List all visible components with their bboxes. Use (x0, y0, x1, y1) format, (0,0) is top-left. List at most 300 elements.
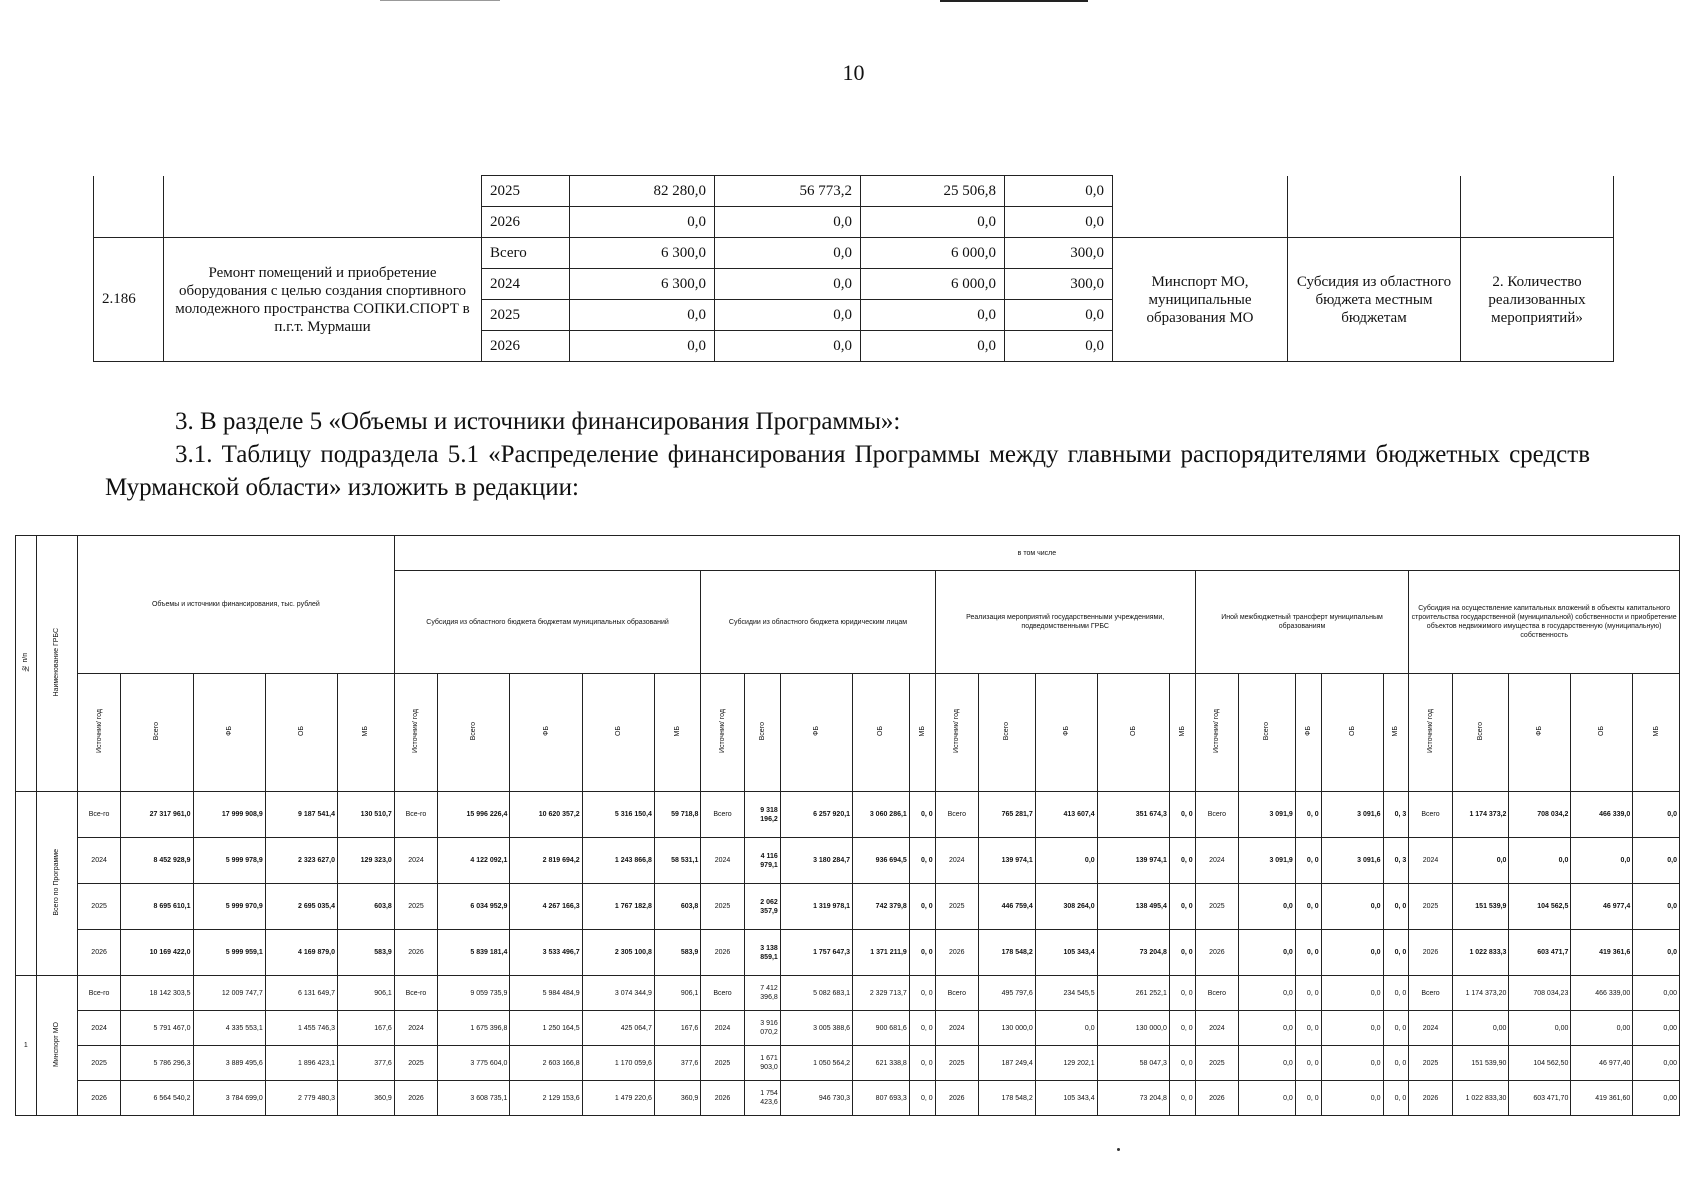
value-cell: 1 050 564,2 (780, 1046, 852, 1081)
value-cell: 58 531,1 (654, 838, 700, 884)
value-cell: 0, 0 (1383, 930, 1409, 976)
year-cell: 2025 (935, 1046, 978, 1081)
value-cell: 0, 0 (1169, 1011, 1195, 1046)
sub-header-year (1195, 674, 1238, 792)
year-cell: Всего (935, 792, 978, 838)
value-cell: 1 319 978,1 (780, 884, 852, 930)
value-cell: 900 681,6 (853, 1011, 910, 1046)
year-cell: 2024 (935, 1011, 978, 1046)
mechanism: Субсидия из областного бюджета местным бюджетам (1288, 238, 1461, 362)
year-cell: 2025 (482, 176, 570, 207)
value-cell: 0, 0 (909, 1081, 935, 1116)
section-name-label: Всего по Программе (53, 848, 61, 916)
value-cell: 0, 3 (1383, 838, 1409, 884)
value-cell: 3 916 070,2 (744, 1011, 780, 1046)
value-cell: 9 318 196,2 (744, 792, 780, 838)
value-cell: 5 999 970,9 (193, 884, 265, 930)
year-cell: Всего (1195, 792, 1238, 838)
value-cell: 1 479 220,6 (582, 1081, 654, 1116)
total-cell: 0,0 (570, 300, 715, 331)
table-row (16, 838, 1680, 884)
value-cell: 1 243 866,8 (582, 838, 654, 884)
value-cell: 1 767 182,8 (582, 884, 654, 930)
value-cell: 2 779 480,3 (265, 1081, 337, 1116)
value-cell: 0, 0 (1383, 1046, 1409, 1081)
sub-header-label: Всего (470, 721, 478, 741)
value-cell: 0,0 (1321, 884, 1383, 930)
ob-cell: 0,0 (861, 300, 1005, 331)
value-cell: 0,00 (1633, 1011, 1680, 1046)
sub-header-ob (265, 674, 337, 792)
value-cell: 0,0 (1239, 884, 1296, 930)
section-name (36, 792, 77, 976)
scan-speck (1117, 1148, 1120, 1151)
mb-cell: 0,0 (1005, 176, 1113, 207)
year-cell: Всего (701, 792, 744, 838)
value-cell: 5 791 467,0 (121, 1011, 193, 1046)
sub-header-fb (1509, 674, 1571, 792)
sub-header-year (394, 674, 437, 792)
value-cell: 15 996 226,4 (438, 792, 510, 838)
value-cell: 0, 0 (909, 1011, 935, 1046)
value-cell: 0,00 (1633, 1081, 1680, 1116)
year-cell: 2026 (77, 930, 120, 976)
sub-header-label: МБ (1392, 725, 1400, 737)
year-cell: Всего (1409, 792, 1452, 838)
col-number-header (16, 536, 37, 792)
value-cell: 0, 0 (1383, 1011, 1409, 1046)
value-cell: 3 074 344,9 (582, 976, 654, 1011)
year-cell: 2024 (482, 269, 570, 300)
value-cell: 3 091,6 (1321, 838, 1383, 884)
value-cell: 105 343,4 (1035, 1081, 1097, 1116)
value-cell: 946 730,3 (780, 1081, 852, 1116)
value-cell: 446 759,4 (978, 884, 1035, 930)
value-cell: 0, 0 (1383, 884, 1409, 930)
sub-header-mb (1169, 674, 1195, 792)
sub-header-fb (1035, 674, 1097, 792)
value-cell: 0, 0 (1383, 976, 1409, 1011)
sub-header-label: ФБ (225, 726, 233, 736)
table-row (16, 1081, 1680, 1116)
sub-header-label: ОБ (1598, 725, 1606, 737)
value-cell: 2 819 694,2 (510, 838, 582, 884)
value-cell: 3 533 496,7 (510, 930, 582, 976)
value-cell: 3 784 699,0 (193, 1081, 265, 1116)
value-cell: 5 999 978,9 (193, 838, 265, 884)
value-cell: 17 999 908,9 (193, 792, 265, 838)
value-cell: 0,0 (1239, 1011, 1296, 1046)
value-cell: 130 000,0 (978, 1011, 1035, 1046)
table-row (16, 1046, 1680, 1081)
year-cell: 2026 (935, 930, 978, 976)
value-cell: 167,6 (338, 1011, 395, 1046)
sub-header-label: Всего (1263, 721, 1271, 741)
fb-cell: 0,0 (715, 238, 861, 269)
value-cell: 139 974,1 (1097, 838, 1169, 884)
sub-header-year (77, 674, 120, 792)
year-cell: 2024 (394, 838, 437, 884)
value-cell: 1 455 746,3 (265, 1011, 337, 1046)
mb-cell: 300,0 (1005, 269, 1113, 300)
value-cell: 0, 0 (1169, 1046, 1195, 1081)
value-cell: 8 695 610,1 (121, 884, 193, 930)
value-cell: 12 009 747,7 (193, 976, 265, 1011)
sub-header-label: Источник/ год (719, 709, 727, 753)
value-cell: 0, 0 (909, 838, 935, 884)
value-cell: 2 062 357,9 (744, 884, 780, 930)
value-cell: 419 361,6 (1571, 930, 1633, 976)
value-cell: 104 562,50 (1509, 1046, 1571, 1081)
sub-header-mb (1383, 674, 1409, 792)
including-header: в том числе (394, 536, 1679, 571)
value-cell: 0,0 (1239, 1046, 1296, 1081)
value-cell: 603,8 (654, 884, 700, 930)
value-cell: 1 174 373,2 (1452, 792, 1509, 838)
value-cell: 1 671 903,0 (744, 1046, 780, 1081)
section-number (16, 792, 37, 976)
value-cell: 27 317 961,0 (121, 792, 193, 838)
value-cell: 0, 0 (909, 1046, 935, 1081)
value-cell: 419 361,60 (1571, 1081, 1633, 1116)
value-cell: 1 022 833,30 (1452, 1081, 1509, 1116)
value-cell: 0, 0 (1169, 1081, 1195, 1116)
year-cell: 2026 (1409, 1081, 1452, 1116)
value-cell: 351 674,3 (1097, 792, 1169, 838)
sub-header-label: ФБ (542, 726, 550, 736)
value-cell: 708 034,2 (1509, 792, 1571, 838)
value-cell: 377,6 (654, 1046, 700, 1081)
value-cell: 0,0 (1571, 838, 1633, 884)
value-cell: 906,1 (338, 976, 395, 1011)
sub-header-year (701, 674, 744, 792)
executor-cell (1113, 176, 1288, 238)
value-cell: 0, 0 (909, 976, 935, 1011)
value-cell: 0, 0 (1295, 792, 1321, 838)
value-cell: 0,0 (1239, 976, 1296, 1011)
mb-cell: 0,0 (1005, 300, 1113, 331)
group-header-1: Субсидия из областного бюджета бюджетам муниципальных образований (394, 571, 701, 674)
value-cell: 4 116 979,1 (744, 838, 780, 884)
indicator-cell (1461, 176, 1614, 238)
item-name-cell (164, 176, 482, 238)
sub-header-ob (1571, 674, 1633, 792)
year-cell: 2026 (701, 930, 744, 976)
value-cell: 3 775 604,0 (438, 1046, 510, 1081)
value-cell: 0, 0 (1295, 884, 1321, 930)
sub-header-total (121, 674, 193, 792)
value-cell: 1 250 164,5 (510, 1011, 582, 1046)
sub-header-ob (853, 674, 910, 792)
value-cell: 0,00 (1509, 1011, 1571, 1046)
value-cell: 129 323,0 (338, 838, 395, 884)
value-cell: 308 264,0 (1035, 884, 1097, 930)
sub-header-label: ОБ (297, 725, 305, 737)
year-cell: 2024 (935, 838, 978, 884)
value-cell: 46 977,4 (1571, 884, 1633, 930)
value-cell: 3 060 286,1 (853, 792, 910, 838)
year-cell: 2024 (1409, 838, 1452, 884)
mb-cell: 0,0 (1005, 331, 1113, 362)
header-row (16, 536, 1680, 571)
sub-header-label: ОБ (614, 725, 622, 737)
value-cell: 0,00 (1633, 976, 1680, 1011)
year-cell: 2025 (77, 1046, 120, 1081)
value-cell: 0,0 (1035, 1011, 1097, 1046)
total-cell: 0,0 (570, 331, 715, 362)
year-cell: Все-го (77, 976, 120, 1011)
sub-header-ob (582, 674, 654, 792)
value-cell: 138 495,4 (1097, 884, 1169, 930)
sub-header-label: ОБ (1129, 725, 1137, 737)
value-cell: 46 977,40 (1571, 1046, 1633, 1081)
sub-header-label: Источник/ год (1213, 709, 1221, 753)
item-name: Ремонт помещений и приобретение оборудования с целью создания спортивного молодежного пространства СОПКИ.СПОРТ в п.г.т. Мурмаши (164, 238, 482, 362)
year-cell: 2025 (1409, 884, 1452, 930)
fb-cell: 0,0 (715, 207, 861, 238)
year-cell: 2025 (1195, 1046, 1238, 1081)
finance-distribution-table (15, 535, 1680, 1116)
value-cell: 0,0 (1633, 792, 1680, 838)
sub-header-fb (780, 674, 852, 792)
sub-header-label: Всего (758, 721, 766, 741)
sub-header-fb (193, 674, 265, 792)
value-cell: 0,0 (1035, 838, 1097, 884)
value-cell: 0, 0 (1169, 976, 1195, 1011)
value-cell: 0,00 (1633, 1046, 1680, 1081)
value-cell: 261 252,1 (1097, 976, 1169, 1011)
value-cell: 0, 0 (1295, 1011, 1321, 1046)
item-number: 2.186 (94, 238, 164, 362)
ob-cell: 0,0 (861, 331, 1005, 362)
activities-table (93, 175, 1614, 362)
year-cell: Всего (482, 238, 570, 269)
ob-cell: 25 506,8 (861, 176, 1005, 207)
mb-cell: 300,0 (1005, 238, 1113, 269)
sub-header-year (1409, 674, 1452, 792)
group-header-5: Субсидия на осуществление капитальных вложений в объекты капитального строительства государственной (муниципальной) собственности и приобретение объектов недвижимого имущества в государственную (муниципальную) собственность (1409, 571, 1680, 674)
value-cell: 4 267 166,3 (510, 884, 582, 930)
value-cell: 73 204,8 (1097, 1081, 1169, 1116)
subsection-paragraph: 3.1. Таблицу подраздела 5.1 «Распределение финансирования Программы между главными распорядителями бюджетных средств Мурманской области» изложить в редакции: (105, 441, 1590, 501)
sub-header-label: Источник/ год (953, 709, 961, 753)
sub-header-label: Источник/ год (95, 709, 103, 753)
year-cell: 2026 (482, 331, 570, 362)
year-cell: 2024 (1195, 1011, 1238, 1046)
value-cell: 0,00 (1452, 1011, 1509, 1046)
value-cell: 603 471,7 (1509, 930, 1571, 976)
value-cell: 139 974,1 (978, 838, 1035, 884)
year-cell: 2026 (394, 930, 437, 976)
sub-header-label: ФБ (1304, 726, 1312, 736)
group-header-4: Иной межбюджетный трансферт муниципальным образованиям (1195, 571, 1409, 674)
value-cell: 765 281,7 (978, 792, 1035, 838)
value-cell: 4 335 553,1 (193, 1011, 265, 1046)
year-cell: 2026 (1195, 1081, 1238, 1116)
value-cell: 0, 0 (1169, 884, 1195, 930)
value-cell: 2 129 153,6 (510, 1081, 582, 1116)
value-cell: 3 138 859,1 (744, 930, 780, 976)
value-cell: 360,9 (338, 1081, 395, 1116)
value-cell: 6 564 540,2 (121, 1081, 193, 1116)
sub-header-label: МБ (362, 725, 370, 737)
value-cell: 7 412 396,8 (744, 976, 780, 1011)
year-cell: 2025 (482, 300, 570, 331)
value-cell: 59 718,8 (654, 792, 700, 838)
value-cell: 10 620 357,2 (510, 792, 582, 838)
fb-cell: 0,0 (715, 300, 861, 331)
sub-header-total (744, 674, 780, 792)
value-cell: 4 122 092,1 (438, 838, 510, 884)
value-cell: 1 675 396,8 (438, 1011, 510, 1046)
value-cell: 807 693,3 (853, 1081, 910, 1116)
value-cell: 1 896 423,1 (265, 1046, 337, 1081)
value-cell: 621 338,8 (853, 1046, 910, 1081)
indicator: 2. Количество реализованных мероприятий» (1461, 238, 1614, 362)
year-cell: Всего (1195, 976, 1238, 1011)
sub-header-fb (1295, 674, 1321, 792)
value-cell: 377,6 (338, 1046, 395, 1081)
sub-header-total (438, 674, 510, 792)
executor: Минспорт МО, муниципальные образования МО (1113, 238, 1288, 362)
sub-header-total (978, 674, 1035, 792)
col-name-header (36, 536, 77, 792)
sub-header-mb (909, 674, 935, 792)
year-cell: 2025 (394, 1046, 437, 1081)
value-cell: 425 064,7 (582, 1011, 654, 1046)
year-cell: 2025 (701, 884, 744, 930)
value-cell: 0,0 (1239, 1081, 1296, 1116)
value-cell: 129 202,1 (1035, 1046, 1097, 1081)
fb-cell: 56 773,2 (715, 176, 861, 207)
section-paragraph: 3. В разделе 5 «Объемы и источники финансирования Программы»: (175, 408, 901, 435)
value-cell: 3 005 388,6 (780, 1011, 852, 1046)
year-cell: 2025 (394, 884, 437, 930)
table-row (94, 176, 1614, 207)
year-cell: 2025 (1195, 884, 1238, 930)
value-cell: 413 607,4 (1035, 792, 1097, 838)
value-cell: 10 169 422,0 (121, 930, 193, 976)
value-cell: 5 082 683,1 (780, 976, 852, 1011)
value-cell: 0, 0 (1383, 1081, 1409, 1116)
value-cell: 708 034,23 (1509, 976, 1571, 1011)
value-cell: 0,0 (1321, 930, 1383, 976)
value-cell: 0, 3 (1383, 792, 1409, 838)
value-cell: 583,9 (654, 930, 700, 976)
year-cell: 2026 (935, 1081, 978, 1116)
table-row (16, 1011, 1680, 1046)
value-cell: 178 548,2 (978, 930, 1035, 976)
col-name-label: Наименование ГРБС (53, 627, 61, 697)
section-name (36, 976, 77, 1116)
value-cell: 9 059 735,9 (438, 976, 510, 1011)
table-row (16, 792, 1680, 838)
year-cell: 2025 (935, 884, 978, 930)
sub-header-label: ОБ (877, 725, 885, 737)
sub-header-ob (1321, 674, 1383, 792)
value-cell: 2 695 035,4 (265, 884, 337, 930)
value-cell: 0,0 (1633, 930, 1680, 976)
value-cell: 4 169 879,0 (265, 930, 337, 976)
value-cell: 495 797,6 (978, 976, 1035, 1011)
sub-header-total (1452, 674, 1509, 792)
sub-header-ob (1097, 674, 1169, 792)
col-number-label: № п/п (22, 652, 30, 672)
value-cell: 151 539,90 (1452, 1046, 1509, 1081)
table-row (16, 884, 1680, 930)
year-cell: 2024 (701, 838, 744, 884)
value-cell: 8 452 928,9 (121, 838, 193, 884)
mechanism-cell (1288, 176, 1461, 238)
sub-header-label: МБ (674, 725, 682, 737)
year-cell: 2026 (1195, 930, 1238, 976)
year-cell: 2026 (701, 1081, 744, 1116)
value-cell: 0, 0 (1169, 930, 1195, 976)
value-cell: 9 187 541,4 (265, 792, 337, 838)
item-number-cell (94, 176, 164, 238)
value-cell: 178 548,2 (978, 1081, 1035, 1116)
year-cell: 2024 (394, 1011, 437, 1046)
value-cell: 1 174 373,20 (1452, 976, 1509, 1011)
volume-header: Объемы и источники финансирования, тыс. рублей (77, 536, 394, 674)
value-cell: 104 562,5 (1509, 884, 1571, 930)
value-cell: 151 539,9 (1452, 884, 1509, 930)
value-cell: 0, 0 (1169, 838, 1195, 884)
year-cell: 2026 (482, 207, 570, 238)
table-row (94, 238, 1614, 269)
year-cell: 2025 (77, 884, 120, 930)
top-edge-line (380, 0, 500, 1)
section-name-label: Минспорт МО (53, 1021, 61, 1067)
value-cell: 6 257 920,1 (780, 792, 852, 838)
value-cell: 6 034 952,9 (438, 884, 510, 930)
value-cell: 360,9 (654, 1081, 700, 1116)
value-cell: 0,0 (1321, 976, 1383, 1011)
value-cell: 0, 0 (909, 930, 935, 976)
value-cell: 0, 0 (1169, 792, 1195, 838)
sub-header-label: МБ (1652, 725, 1660, 737)
value-cell: 5 839 181,4 (438, 930, 510, 976)
value-cell: 603 471,70 (1509, 1081, 1571, 1116)
group-header-3: Реализация мероприятий государственными учреждениями, подведомственными ГРБС (935, 571, 1195, 674)
year-cell: 2026 (77, 1081, 120, 1116)
value-cell: 3 889 495,6 (193, 1046, 265, 1081)
sub-header-label: ФБ (812, 726, 820, 736)
value-cell: 73 204,8 (1097, 930, 1169, 976)
year-cell: Все-го (394, 976, 437, 1011)
value-cell: 466 339,0 (1571, 792, 1633, 838)
total-cell: 6 300,0 (570, 269, 715, 300)
value-cell: 603,8 (338, 884, 395, 930)
sub-header-label: ОБ (1348, 725, 1356, 737)
value-cell: 5 786 296,3 (121, 1046, 193, 1081)
value-cell: 0,0 (1633, 884, 1680, 930)
value-cell: 0, 0 (1295, 1046, 1321, 1081)
value-cell: 0, 0 (1295, 838, 1321, 884)
value-cell: 0,0 (1321, 1081, 1383, 1116)
sub-header-label: МБ (918, 725, 926, 737)
year-cell: Все-го (77, 792, 120, 838)
ob-cell: 0,0 (861, 207, 1005, 238)
value-cell: 0,0 (1509, 838, 1571, 884)
value-cell: 3 091,6 (1321, 792, 1383, 838)
year-cell: 2024 (1195, 838, 1238, 884)
year-cell: 2026 (394, 1081, 437, 1116)
sub-header-label: МБ (1178, 725, 1186, 737)
value-cell: 5 999 959,1 (193, 930, 265, 976)
sub-header-mb (1633, 674, 1680, 792)
year-cell: 2024 (701, 1011, 744, 1046)
